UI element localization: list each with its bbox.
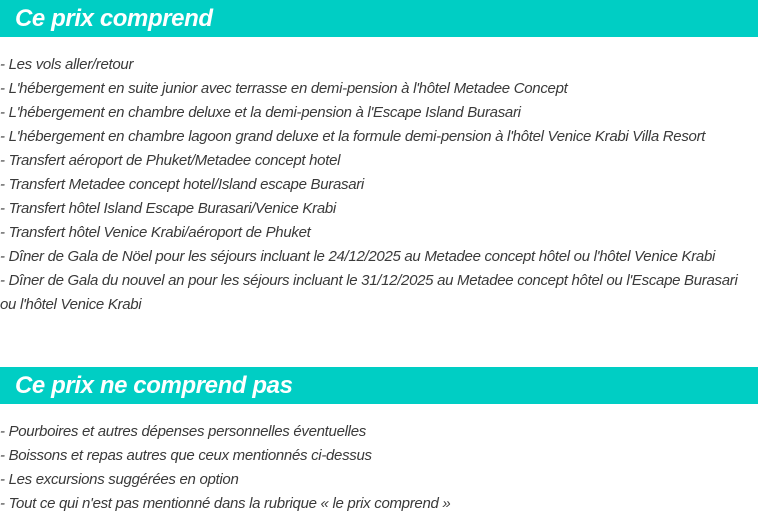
list-item: - Les vols aller/retour [0, 56, 134, 73]
list-item: - Tout ce qui n'est pas mentionné dans la rubrique « le prix comprend » [0, 495, 451, 512]
included-heading: Ce prix comprend [0, 0, 758, 37]
list-item: - L'hébergement en chambre deluxe et la demi-pension à l'Escape Island Burasari [0, 104, 521, 121]
list-item: - Transfert hôtel Venice Krabi/aéroport de Phuket [0, 224, 311, 241]
excluded-list [0, 420, 758, 516]
list-item: - L'hébergement en chambre lagoon grand deluxe et la formule demi-pension à l'hôtel Venice Krabi Villa Resort [0, 128, 706, 145]
excluded-section [0, 367, 758, 516]
list-item: - Transfert Metadee concept hotel/Island escape Burasari [0, 176, 364, 193]
list-item: - Dîner de Gala de Nöel pour les séjours incluant le 24/12/2025 au Metadee concept hôtel ou l'hôtel Venice Krabi [0, 248, 716, 265]
list-item: - Dîner de Gala du nouvel an pour les séjours incluant le 31/12/2025 au Metadee concept hôtel ou l'Escape Burasari ou l'hôtel Venice Krabi [0, 272, 738, 313]
included-list [0, 53, 758, 317]
list-item: - Pourboires et autres dépenses personnelles éventuelles [0, 423, 366, 440]
list-item: - Les excursions suggérées en option [0, 471, 239, 488]
list-item: - L'hébergement en suite junior avec terrasse en demi-pension à l'hôtel Metadee Concept [0, 80, 568, 97]
excluded-heading: Ce prix ne comprend pas [0, 367, 758, 404]
list-item: - Boissons et repas autres que ceux mentionnés ci-dessus [0, 447, 372, 464]
list-item: - Transfert aéroport de Phuket/Metadee concept hotel [0, 152, 341, 169]
list-item: - Transfert hôtel Island Escape Burasari/Venice Krabi [0, 200, 336, 217]
